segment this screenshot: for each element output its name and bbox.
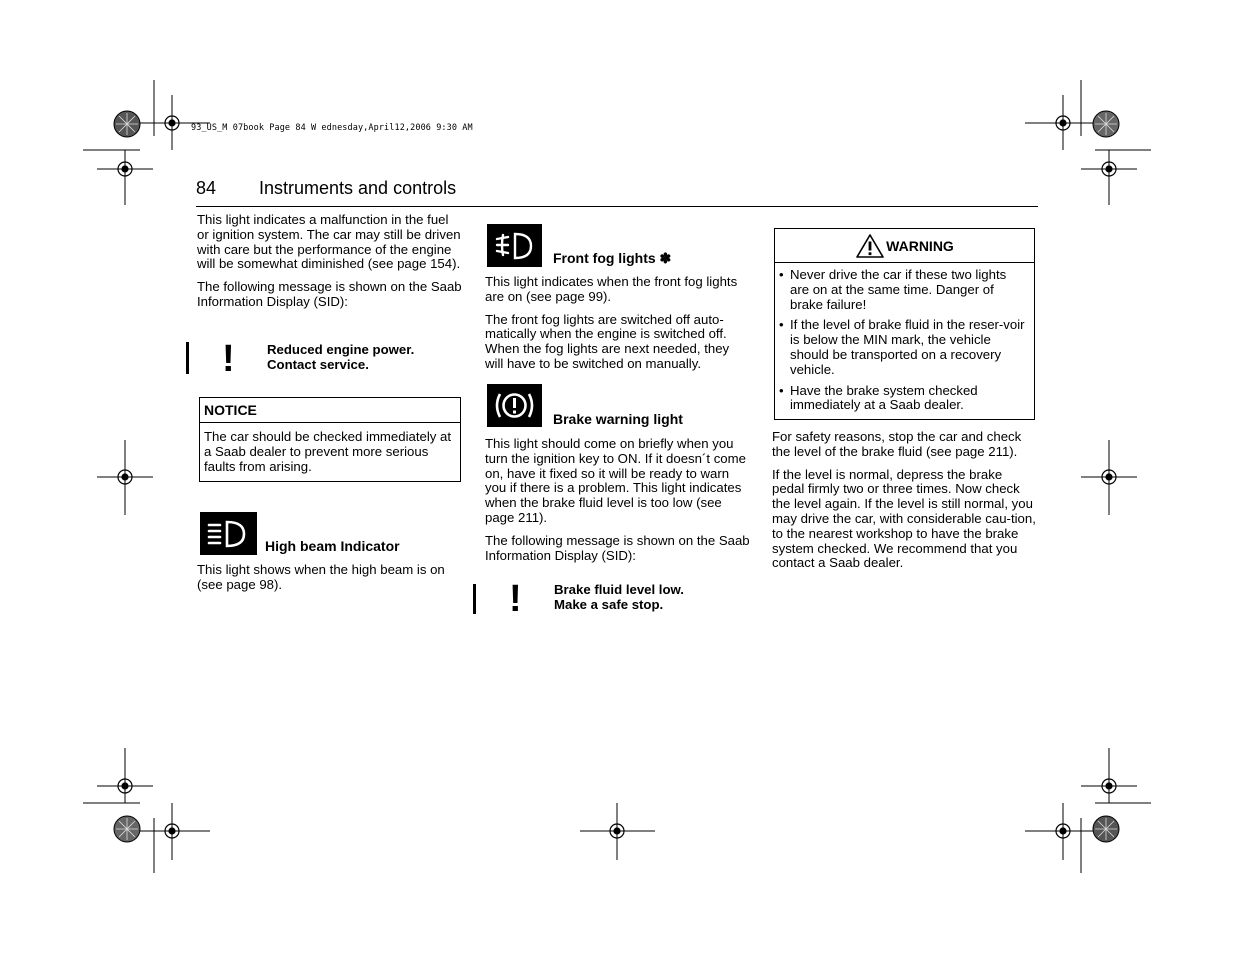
sid-message-line: Reduced engine power. <box>267 342 415 357</box>
warning-header <box>775 229 1034 263</box>
sid-message-line: Contact service. <box>267 356 369 372</box>
brake-warning-paragraph: This light should come on briefly when you turn the ignition key to ON. If it doesn´t come on, have it fixed so it will be ready to warn you if there is a problem. This light indicates when the brake fluid level is too low (see page 211). <box>485 436 746 525</box>
brake-sid-message <box>554 583 684 613</box>
exclamation-icon: ! <box>509 578 522 620</box>
column-3-text <box>772 430 1037 579</box>
fog-lights-heading: Front fog lights ✽ <box>553 250 672 266</box>
sid-message <box>267 343 414 373</box>
brake-pedal-paragraph: If the level is normal, depress the brake pedal firmly two or three times. Now check the level again. If the level is still normal, you may drive the car, with considerable cau-tion, to the nearest workshop to have the brake system checked. We recommend that you contact a Saab dealer. <box>772 466 1036 571</box>
column-1 <box>197 213 462 318</box>
notice-body: The car should be checked immediately at a Saab dealer to prevent more serious faults from arising. <box>204 429 452 474</box>
page-number: 84 <box>196 178 217 198</box>
warning-title: WARNING <box>886 237 954 254</box>
warning-item: • Have the brake system checked immediately at a Saab dealer. <box>777 384 1028 414</box>
brake-warning-icon <box>487 384 542 427</box>
exclamation-icon: ! <box>222 338 235 380</box>
brake-fluid-check-paragraph: For safety reasons, stop the car and check the level of the brake fluid (see page 211). <box>772 429 1022 459</box>
header-rule <box>196 206 1038 207</box>
warning-item: • If the level of brake fluid in the reser-voir is below the MIN mark, the vehicle should be transported on a recovery vehicle. <box>777 318 1028 377</box>
sid-message-line: Make a safe stop. <box>554 596 664 612</box>
fog-lights-paragraph: This light indicates when the front fog lights are on (see page 99). <box>485 274 738 304</box>
high-beam-heading: High beam Indicator <box>265 538 400 554</box>
notice-box <box>199 397 461 482</box>
change-bar <box>186 342 189 374</box>
sid-intro-paragraph: The following message is shown on the Saab Information Display (SID): <box>197 279 462 309</box>
brake-warning-text <box>485 437 750 571</box>
section-title: Instruments and controls <box>259 178 457 198</box>
high-beam-paragraph: This light shows when the high beam is on (see page 98). <box>197 562 445 592</box>
print-slug: 93_US_M 07book Page 84 W ednesday,April12,2006 9:30 AM <box>191 123 473 133</box>
warning-triangle-icon <box>855 233 885 259</box>
fog-lights-text <box>485 275 750 380</box>
brake-sid-intro-paragraph: The following message is shown on the Saab Information Display (SID): <box>485 532 750 563</box>
brake-warning-heading: Brake warning light <box>553 411 683 427</box>
warning-list <box>775 263 1034 413</box>
fog-light-icon <box>487 224 542 267</box>
sid-message-line: Brake fluid level low. <box>554 582 684 597</box>
warning-box <box>774 228 1035 420</box>
notice-title: NOTICE <box>200 398 460 423</box>
fuel-ignition-paragraph: This light indicates a malfunction in the fuel or ignition system. The car may still be driven with care but the performance of the engine will be somewhat diminished (see page 154). <box>197 212 461 272</box>
high-beam-icon <box>200 512 257 555</box>
warning-item: • Never drive the car if these two lights are on at the same time. Danger of brake failure! <box>777 268 1028 312</box>
change-bar <box>473 584 476 614</box>
fog-lights-paragraph: The front fog lights are switched off auto-matically when the engine is switched off. When the fog lights are next needed, they will have to be switched on manually. <box>485 311 730 371</box>
